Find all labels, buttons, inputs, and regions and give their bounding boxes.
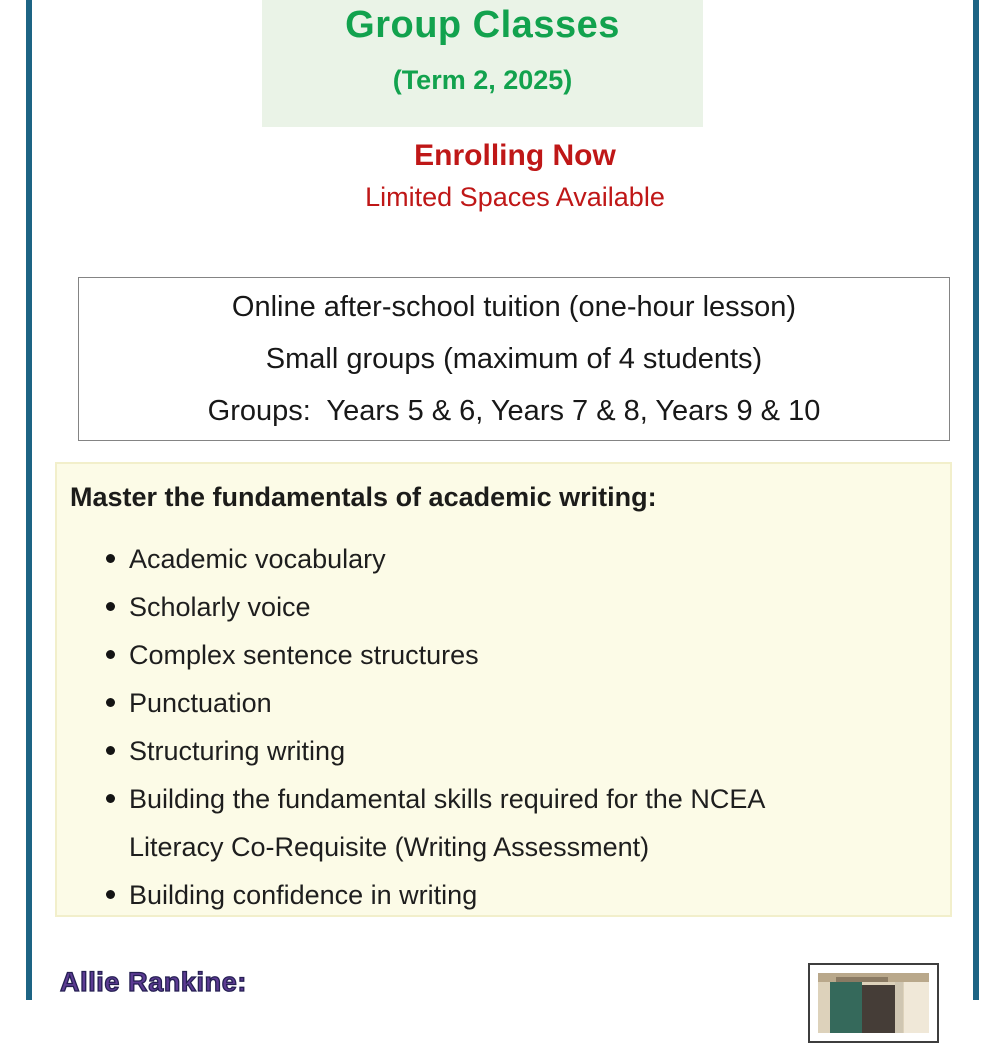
bullet-text: Structuring writing — [129, 736, 346, 766]
list-item — [70, 871, 940, 919]
list-item — [70, 583, 940, 631]
page-border-right — [973, 0, 979, 1000]
page-subtitle: (Term 2, 2025) — [392, 65, 573, 95]
list-item — [70, 679, 940, 727]
enrolling-block — [78, 139, 952, 213]
bullet-text: Punctuation — [129, 688, 272, 718]
bullet-list — [70, 535, 940, 919]
page-border-left — [26, 0, 32, 1000]
bullet-icon — [106, 554, 115, 563]
list-item — [70, 535, 940, 583]
bullet-text: Complex sentence structures — [129, 640, 479, 670]
info-line-tuition: Online after-school tuition (one-hour lesson) — [231, 291, 797, 323]
bullet-icon — [106, 698, 115, 707]
bullet-icon — [106, 746, 115, 755]
bullet-text: Building confidence in writing — [129, 880, 478, 910]
page-title: Group Classes — [345, 4, 620, 46]
list-item — [70, 775, 940, 871]
writing-heading: Master the fundamentals of academic writing: — [70, 482, 657, 512]
tutor-photo-frame — [808, 963, 939, 1043]
bullet-icon — [106, 890, 115, 899]
writing-box — [55, 462, 952, 917]
bullet-text: Academic vocabulary — [129, 544, 386, 574]
info-line-groups-size: Small groups (maximum of 4 students) — [265, 343, 763, 375]
info-line-year-groups: Groups: Years 5 & 6, Years 7 & 8, Years 9 & 10 — [207, 395, 821, 427]
info-box — [78, 277, 950, 441]
enrolling-now-text: Enrolling Now — [414, 139, 616, 172]
list-item — [70, 631, 940, 679]
bullet-icon — [106, 602, 115, 611]
limited-spaces-text: Limited Spaces Available — [365, 182, 665, 212]
list-item — [70, 727, 940, 775]
header-box — [262, 0, 703, 127]
bullet-text: Building the fundamental skills required for the NCEA Literacy Co-Requisite (Writing Assessment) — [129, 784, 772, 862]
bullet-icon — [106, 794, 115, 803]
bullet-text: Scholarly voice — [129, 592, 311, 622]
tutor-name: Allie Rankine: — [60, 967, 247, 997]
bullet-icon — [106, 650, 115, 659]
tutor-photo — [818, 973, 929, 1033]
